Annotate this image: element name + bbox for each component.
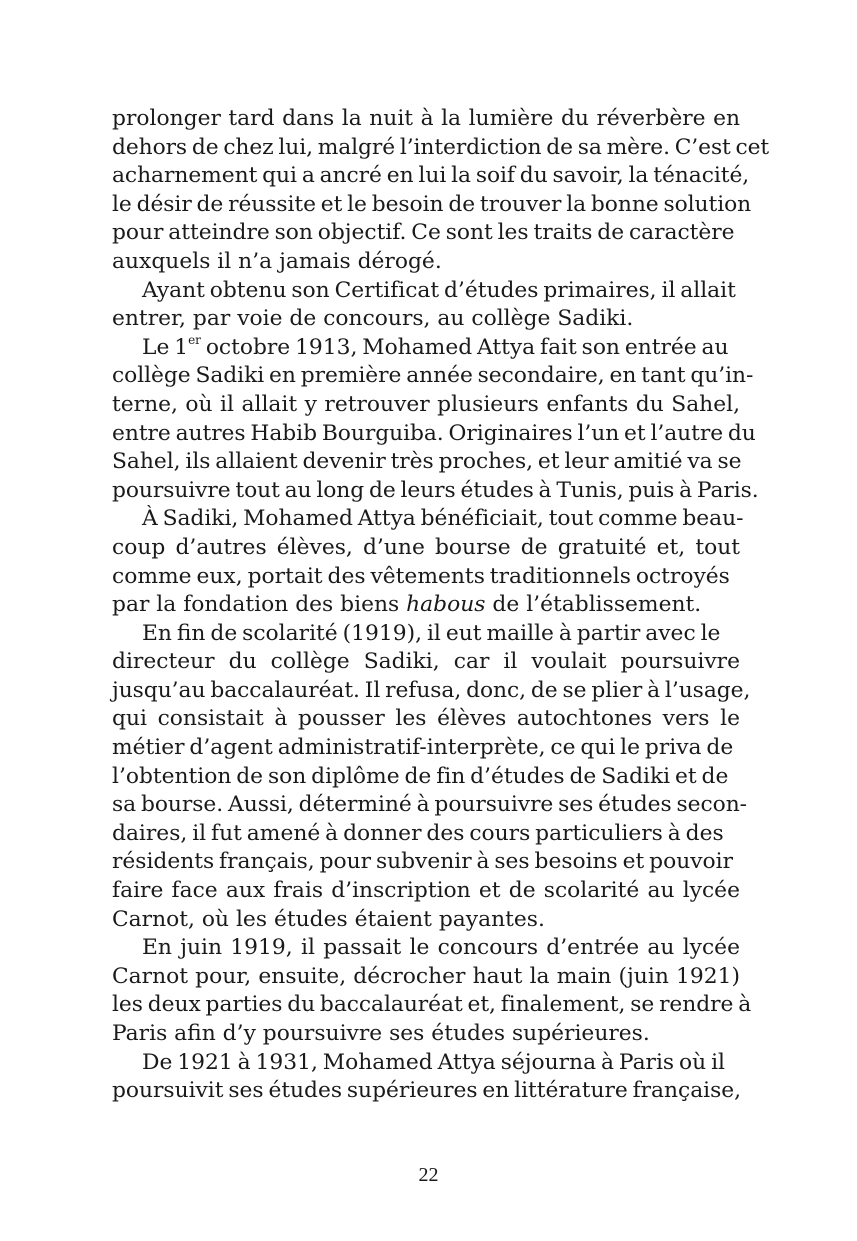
body-text (112, 105, 770, 1106)
text-segment: Ayant obtenu son Certificat d’études primaires, il allait (142, 277, 736, 303)
text-segment: qui consistait à pousser les élèves autochtones vers le (112, 706, 740, 732)
text-segment: Carnot, où les études étaient payantes. (112, 906, 545, 932)
text-line (112, 191, 752, 220)
text-line (112, 219, 740, 248)
text-segment: prolonger tard dans la nuit à la lumière du réverbère en (112, 106, 741, 131)
text-line (112, 591, 740, 620)
text-segment: De 1921 à 1931, Mohamed Attya séjourna à Paris où il (142, 1049, 726, 1075)
text-line (112, 877, 740, 906)
text-segment: terne, où il allait y retrouver plusieurs enfants du Sahel, (112, 391, 741, 417)
text-line (112, 334, 740, 363)
text-line (112, 420, 756, 449)
text-segment: À Sadiki, Mohamed Attya bénéficiait, tout comme beau- (142, 506, 744, 532)
text-segment: l’obtention de son diplôme de fin d’études de Sadiki et de (112, 763, 729, 789)
text-line (112, 648, 740, 677)
text-segment: Sahel, ils allaient devenir très proches, et leur amitié va se (112, 449, 742, 475)
text-line (112, 505, 744, 534)
text-segment: de l’établissement. (485, 592, 702, 618)
text-segment: coup d’autres élèves, d’une bourse de gratuité et, tout (112, 534, 741, 560)
text-line (112, 305, 740, 334)
text-line (112, 105, 740, 134)
text-segment: directeur du collège Sadiki, car il voulait poursuivre (112, 649, 740, 675)
text-segment: Le 1 (142, 334, 189, 360)
text-segment: En juin 1919, il passait le concours d’entrée au lycée (142, 935, 740, 961)
text-segment: sa bourse. Aussi, déterminé à poursuivre ses études secon- (112, 792, 747, 818)
text-segment: les deux parties du baccalauréat et, finalement, se rendre à (112, 992, 752, 1018)
text-segment: auxquels il n’a jamais dérogé. (112, 248, 442, 274)
text-line (112, 162, 750, 191)
text-line (112, 1049, 740, 1078)
text-line (112, 134, 770, 163)
text-line (112, 906, 740, 935)
text-line (112, 705, 740, 734)
text-line (112, 763, 740, 792)
text-line (112, 963, 740, 992)
text-line (112, 277, 740, 306)
text-segment: acharnement qui a ancré en lui la soif du savoir, la ténacité, (112, 163, 750, 189)
text-segment: entrer, par voie de concours, au collège Sadiki. (112, 306, 634, 332)
text-line (112, 1077, 740, 1106)
text-segment: poursuivre tout au long de leurs études à Tunis, puis à Paris. (112, 477, 759, 503)
text-line (112, 820, 740, 849)
text-line (112, 734, 740, 763)
text-segment: Paris afin d’y poursuivre ses études supérieures. (112, 1021, 650, 1046)
superscript: er (188, 332, 201, 347)
text-line (112, 677, 751, 706)
text-segment: En fin de scolarité (1919), il eut maille à partir avec le (142, 620, 721, 646)
text-segment: octobre 1913, Mohamed Attya fait son entrée au (200, 334, 729, 360)
text-segment: le désir de réussite et le besoin de trouver la bonne solution (112, 191, 752, 217)
text-segment: entre autres Habib Bourguiba. Originaires l’un et l’autre du (112, 420, 756, 446)
text-segment: Carnot pour, ensuite, décrocher haut la main (juin 1921) (112, 963, 740, 989)
text-line (112, 534, 740, 563)
italic-term: habous (406, 592, 486, 618)
text-line (112, 620, 740, 649)
text-segment: daires, il fut amené à donner des cours particuliers à des (112, 820, 724, 846)
page-number: 22 (418, 1164, 439, 1186)
text-segment: poursuivit ses études supérieures en littérature française, (112, 1078, 742, 1104)
text-segment: métier d’agent administratif-interprète, ce qui le priva de (112, 735, 734, 761)
text-line (112, 248, 740, 277)
text-segment: dehors de chez lui, malgré l’interdiction de sa mère. C’est cet (112, 134, 770, 160)
text-line (112, 1020, 740, 1049)
text-segment: par la fondation des biens (112, 592, 407, 618)
text-line (112, 477, 759, 506)
text-segment: pour atteindre son objectif. Ce sont les traits de caractère (112, 220, 735, 246)
text-line (112, 391, 740, 420)
text-segment: comme eux, portait des vêtements traditionnels octroyés (112, 563, 730, 589)
text-line (112, 934, 740, 963)
text-line (112, 791, 747, 820)
text-segment: faire face aux frais d’inscription et de scolarité au lycée (112, 878, 740, 904)
text-segment: collège Sadiki en première année secondaire, en tant qu’in- (112, 363, 754, 389)
text-line (112, 362, 754, 391)
text-segment: jusqu’au baccalauréat. Il refusa, donc, de se plier à l’usage, (112, 677, 751, 703)
text-segment: résidents français, pour subvenir à ses besoins et pouvoir (112, 849, 733, 875)
text-line (112, 448, 740, 477)
text-line (112, 991, 752, 1020)
text-line (112, 848, 740, 877)
text-line (112, 563, 740, 592)
